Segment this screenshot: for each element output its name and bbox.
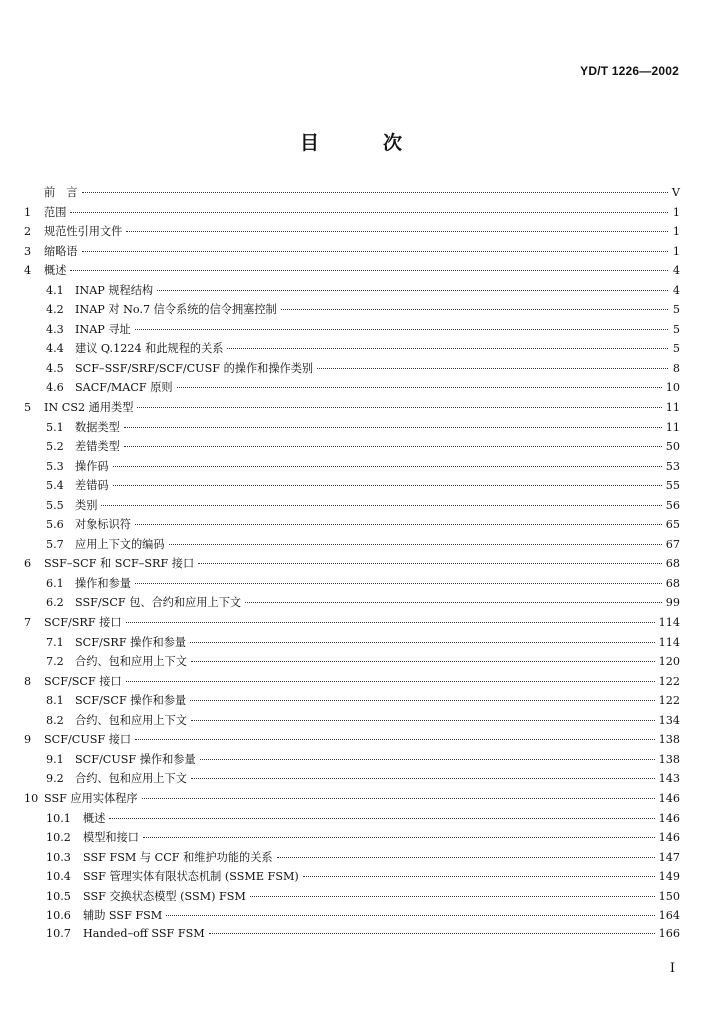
toc-entry-label: SCF/CUSF 接口 <box>44 733 132 747</box>
toc-entry-number: 6.2 <box>46 596 64 610</box>
toc-entry-page: 147 <box>658 850 680 864</box>
toc-entry[interactable] <box>24 868 680 888</box>
dot-leader <box>126 681 655 682</box>
toc-entry-number: 5.6 <box>46 518 64 532</box>
toc-entry-page: 122 <box>658 694 680 708</box>
toc-entry-number: 4.6 <box>46 381 64 395</box>
dot-leader <box>191 778 655 779</box>
dot-leader <box>143 837 655 838</box>
dot-leader <box>135 583 662 584</box>
dot-leader <box>198 563 662 564</box>
toc-entry-number: 4 <box>24 264 32 278</box>
toc-entry-number: 5.3 <box>46 459 64 473</box>
toc-entry-page: 5 <box>672 303 680 317</box>
toc-entry[interactable] <box>24 653 680 673</box>
toc-entry-page: 1 <box>672 205 680 219</box>
toc-entry-page: 50 <box>665 440 680 454</box>
toc-entry-label: SCF/SCF 接口 <box>44 674 122 688</box>
dot-leader <box>245 602 662 603</box>
toc-entry-label: 模型和接口 <box>83 831 139 845</box>
toc-entry-label: INAP 规程结构 <box>75 283 154 297</box>
toc-entry-page: 68 <box>665 576 680 590</box>
dot-leader <box>177 387 662 388</box>
toc-entry-label: SSF/SCF 包、合约和应用上下文 <box>75 596 242 610</box>
toc-entry-page: 53 <box>665 459 680 473</box>
dot-leader <box>190 700 654 701</box>
toc-entry[interactable] <box>24 692 680 712</box>
toc-entry-page: 99 <box>665 596 680 610</box>
dot-leader <box>277 857 655 858</box>
toc-entry-number: 5.2 <box>46 440 64 454</box>
toc-entry-label: INAP 对 No.7 信令系统的信令拥塞控制 <box>75 303 277 317</box>
toc-entry-number: 10.5 <box>46 889 71 903</box>
dot-leader <box>227 348 668 349</box>
toc-entry-page: 11 <box>665 420 680 434</box>
toc-entry[interactable] <box>24 731 680 751</box>
toc-entry-page: 122 <box>658 674 680 688</box>
toc-entry-label: SSF 应用实体程序 <box>44 791 138 805</box>
toc-entry[interactable] <box>24 301 680 321</box>
toc-entry[interactable] <box>24 282 680 302</box>
toc-entry[interactable] <box>24 770 680 790</box>
dot-leader <box>191 720 655 721</box>
toc-entry[interactable] <box>24 829 680 849</box>
toc-entry-number: 10.6 <box>46 909 71 923</box>
toc-entry[interactable] <box>24 927 680 947</box>
dot-leader <box>250 896 655 897</box>
toc-entry-page: 1 <box>672 244 680 258</box>
dot-leader <box>166 915 654 916</box>
toc-entry-label: 范围 <box>44 205 67 219</box>
toc-entry-number: 4.1 <box>46 283 64 297</box>
toc-entry-label: 概述 <box>44 264 67 278</box>
toc-entry-page: V <box>671 186 680 199</box>
toc-entry-number: 5.4 <box>46 479 64 493</box>
toc-entry-label: SCF/SCF 操作和参量 <box>75 694 187 708</box>
toc-entry-page: 143 <box>658 772 680 786</box>
toc-entry-label: 建议 Q.1224 和此规程的关系 <box>75 342 224 356</box>
toc-entry-number: 9 <box>24 733 32 747</box>
dot-leader <box>209 933 655 934</box>
dot-leader <box>190 642 655 643</box>
dot-leader <box>191 661 655 662</box>
toc-entry[interactable] <box>24 594 680 614</box>
toc-title-part1: 目 <box>300 132 320 154</box>
toc-entry-page: 68 <box>665 557 680 571</box>
toc-entry-label: SCF–SSF/SRF/SCF/CUSF 的操作和操作类别 <box>75 361 314 375</box>
dot-leader <box>124 427 662 428</box>
toc-entry-label: 操作和参量 <box>75 576 131 590</box>
toc-entry[interactable] <box>24 262 680 282</box>
toc-entry-number: 8.1 <box>46 694 64 708</box>
toc-entry[interactable] <box>24 458 680 478</box>
toc-entry-page: 11 <box>665 401 680 415</box>
toc-entry-number: 9.1 <box>46 752 64 766</box>
toc-entry-number: 5 <box>24 401 32 415</box>
toc-entry-page: 120 <box>658 655 680 669</box>
toc-entry[interactable] <box>24 712 680 732</box>
toc-entry-label: 前 言 <box>44 186 78 199</box>
toc-entry-page: 4 <box>672 264 680 278</box>
toc-entry-page: 150 <box>658 889 680 903</box>
toc-entry-page: 146 <box>658 831 680 845</box>
toc-entry-page: 1 <box>672 225 680 239</box>
toc-entry[interactable] <box>24 360 680 380</box>
toc-entry-page: 4 <box>672 283 680 297</box>
toc-entry-number: 5.5 <box>46 498 64 512</box>
toc-entry-page: 134 <box>658 713 680 727</box>
toc-entry-label: 差错码 <box>75 479 109 493</box>
toc-entry-number: 3 <box>24 244 32 258</box>
toc-entry[interactable] <box>24 751 680 771</box>
toc-entry[interactable] <box>24 614 680 634</box>
page-folio: I <box>669 961 675 976</box>
toc-entry-label: SSF 管理实体有限状态机制 (SSME FSM) <box>83 870 299 884</box>
toc-entry-page: 10 <box>665 381 680 395</box>
toc-entry-page: 149 <box>658 870 680 884</box>
toc-entry[interactable] <box>24 477 680 497</box>
toc-entry-label: SACF/MACF 原则 <box>75 381 173 395</box>
toc-entry[interactable] <box>24 204 680 224</box>
toc-entry-page: 146 <box>658 811 680 825</box>
toc-entry-label: 合约、包和应用上下文 <box>75 772 187 786</box>
table-of-contents <box>24 184 680 946</box>
toc-entry-number: 4.2 <box>46 303 64 317</box>
toc-entry-label: 差错类型 <box>75 440 120 454</box>
toc-entry-number: 9.2 <box>46 772 64 786</box>
toc-entry-label: 缩略语 <box>44 244 78 258</box>
dot-leader <box>82 251 668 252</box>
toc-entry-number: 10.7 <box>46 926 71 940</box>
dot-leader <box>135 329 668 330</box>
toc-entry-number: 8.2 <box>46 713 64 727</box>
dot-leader <box>70 270 668 271</box>
toc-entry-page: 65 <box>665 518 680 532</box>
toc-entry[interactable] <box>24 516 680 536</box>
toc-entry-label: SCF/SRF 操作和参量 <box>75 635 187 649</box>
dot-leader <box>109 818 654 819</box>
toc-entry[interactable] <box>24 907 680 927</box>
toc-entry-number: 6.1 <box>46 576 64 590</box>
toc-entry-label: 应用上下文的编码 <box>75 537 165 551</box>
dot-leader <box>113 466 662 467</box>
toc-entry-label: 数据类型 <box>75 420 120 434</box>
dot-leader <box>137 407 661 408</box>
toc-entry-page: 8 <box>672 361 680 375</box>
dot-leader <box>126 622 655 623</box>
toc-entry-number: 7.1 <box>46 635 64 649</box>
toc-entry-label: IN CS2 通用类型 <box>44 401 134 415</box>
toc-entry[interactable] <box>24 536 680 556</box>
dot-leader <box>126 231 668 232</box>
toc-entry-number: 10.2 <box>46 831 71 845</box>
toc-entry-page: 164 <box>658 909 680 923</box>
toc-entry[interactable] <box>24 555 680 575</box>
toc-entry[interactable] <box>24 243 680 263</box>
toc-entry[interactable] <box>24 223 680 243</box>
toc-entry-page: 166 <box>658 926 680 940</box>
toc-entry-page: 114 <box>658 616 680 630</box>
dot-leader <box>101 505 661 506</box>
toc-entry-label: SCF/SRF 接口 <box>44 616 122 630</box>
toc-entry-label: Handed–off SSF FSM <box>83 926 205 940</box>
toc-entry-number: 5.7 <box>46 537 64 551</box>
dot-leader <box>135 739 655 740</box>
standard-code: YD/T 1226—2002 <box>580 64 679 78</box>
toc-entry-number: 10.1 <box>46 811 71 825</box>
dot-leader <box>157 290 668 291</box>
toc-entry[interactable] <box>24 184 680 204</box>
dot-leader <box>200 759 655 760</box>
toc-entry[interactable] <box>24 849 680 869</box>
toc-title-part2: 次 <box>383 132 403 154</box>
toc-entry-label: 概述 <box>83 811 106 825</box>
toc-entry-label: SSF FSM 与 CCF 和维护功能的关系 <box>83 850 273 864</box>
toc-entry-page: 67 <box>665 537 680 551</box>
dot-leader <box>135 524 662 525</box>
toc-entry-label: INAP 寻址 <box>75 322 131 336</box>
toc-entry-number: 6 <box>24 557 32 571</box>
toc-entry-number: 4.3 <box>46 322 64 336</box>
toc-entry[interactable] <box>24 340 680 360</box>
toc-entry[interactable] <box>24 888 680 908</box>
toc-entry-label: 类别 <box>75 498 98 512</box>
toc-entry-number: 8 <box>24 674 32 688</box>
toc-entry[interactable] <box>24 634 680 654</box>
toc-entry-label: 规范性引用文件 <box>44 225 123 239</box>
toc-entry-page: 138 <box>658 752 680 766</box>
toc-entry-label: SCF/CUSF 操作和参量 <box>75 752 196 766</box>
toc-entry-label: SSF 交换状态模型 (SSM) FSM <box>83 889 246 903</box>
dot-leader <box>281 309 668 310</box>
dot-leader <box>142 798 655 799</box>
toc-entry-number: 4.5 <box>46 361 64 375</box>
toc-entry-number: 7.2 <box>46 655 64 669</box>
toc-entry-number: 5.1 <box>46 420 64 434</box>
toc-entry[interactable] <box>24 810 680 830</box>
toc-entry-label: 辅助 SSF FSM <box>83 909 163 923</box>
dot-leader <box>113 485 662 486</box>
toc-entry[interactable] <box>24 321 680 341</box>
toc-entry[interactable] <box>24 419 680 439</box>
dot-leader <box>303 876 655 877</box>
dot-leader <box>317 368 668 369</box>
toc-entry-page: 138 <box>658 733 680 747</box>
toc-entry[interactable] <box>24 399 680 419</box>
toc-entry-label: SSF–SCF 和 SCF–SRF 接口 <box>44 557 195 571</box>
toc-entry[interactable] <box>24 790 680 810</box>
toc-entry-number: 2 <box>24 225 32 239</box>
toc-entry-number: 10.3 <box>46 850 71 864</box>
toc-entry-number: 7 <box>24 616 32 630</box>
toc-entry[interactable] <box>24 438 680 458</box>
toc-entry-page: 114 <box>658 635 680 649</box>
toc-entry-label: 对象标识符 <box>75 518 131 532</box>
toc-entry-page: 56 <box>665 498 680 512</box>
toc-entry[interactable] <box>24 673 680 693</box>
toc-entry[interactable] <box>24 379 680 399</box>
toc-entry-page: 55 <box>665 479 680 493</box>
dot-leader <box>169 544 662 545</box>
toc-entry-number: 4.4 <box>46 342 64 356</box>
toc-entry-label: 合约、包和应用上下文 <box>75 655 187 669</box>
toc-entry-number: 10.4 <box>46 870 71 884</box>
toc-entry-label: 合约、包和应用上下文 <box>75 713 187 727</box>
toc-entry[interactable] <box>24 497 680 517</box>
dot-leader <box>70 212 668 213</box>
dot-leader <box>82 192 668 193</box>
toc-entry-page: 5 <box>672 322 680 336</box>
toc-entry-number: 1 <box>24 205 32 219</box>
toc-entry-number: 10 <box>24 791 39 805</box>
toc-entry[interactable] <box>24 575 680 595</box>
toc-entry-page: 5 <box>672 342 680 356</box>
toc-entry-page: 146 <box>658 791 680 805</box>
dot-leader <box>124 446 662 447</box>
toc-entry-label: 操作码 <box>75 459 109 473</box>
